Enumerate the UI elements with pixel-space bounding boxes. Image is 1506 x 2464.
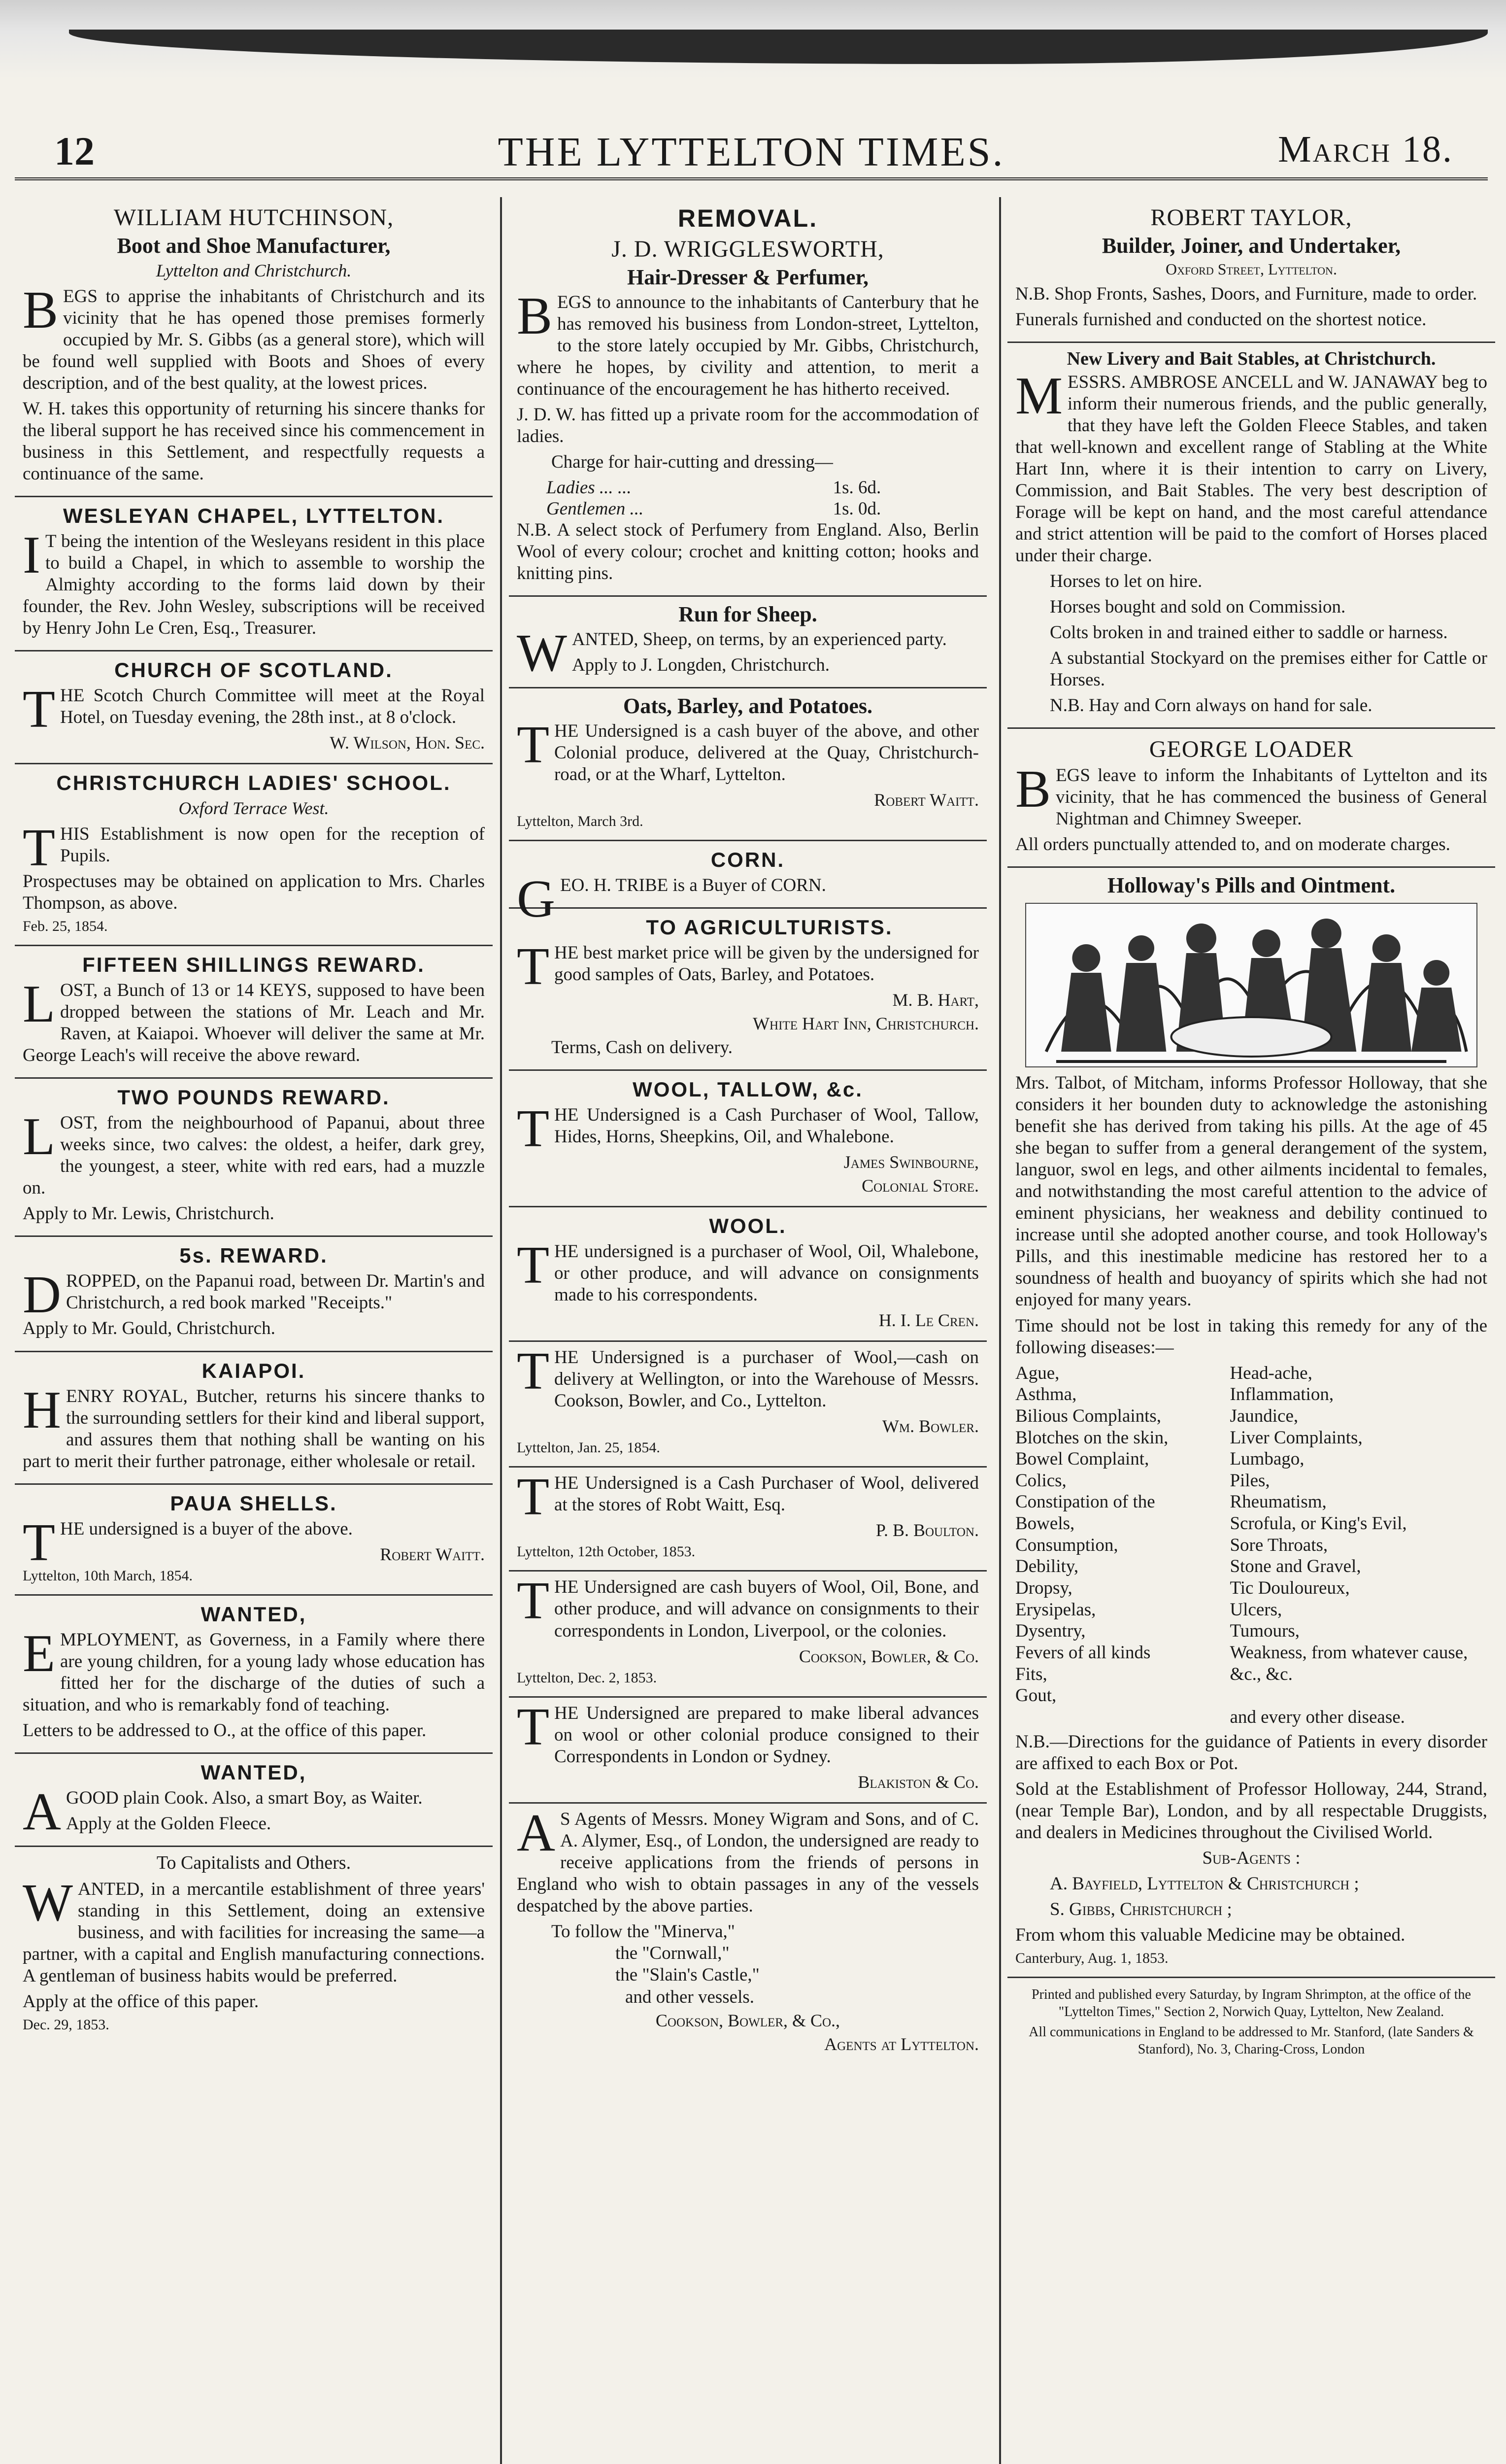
- disease-item: Tic Douloureux,: [1230, 1578, 1350, 1599]
- drop-cap: A: [517, 1803, 555, 1862]
- ad-title: REMOVAL.: [677, 205, 818, 232]
- ad-body: Mrs. Talbot, of Mitcham, informs Professor Holloway, that she considers it her bounden duty to acknowledge the astonishing benefit she has derived from taking his pills. At the age of 45 she began to suffer from a general derangement of the system, languor, swol en legs, and other ailments incidental to females, and notwithstanding the most careful attention to the advice of eminent physicians, her weakness and debility continued to increase until she adopted another course, and took Holloway's Pills, and this inestimable medicine has restored her to a soundness of health and buoyancy of spirits which she had not enjoyed for many years.: [1015, 1073, 1487, 1310]
- ad-date: Lyttelton, 10th March, 1854.: [23, 1567, 193, 1584]
- disease-item: Inflammation,: [1230, 1384, 1334, 1405]
- column-3: [1007, 197, 1495, 2464]
- drop-cap: W: [23, 1873, 73, 1932]
- drop-cap: T: [23, 819, 55, 878]
- ad-body: T being the intention of the Wesleyans resident in this place to build a Chapel, in which to assemble to worship the Almighty according to the forms laid down by their founder, the Rev. John Wesley, subscriptions will be received by Henry John Le Cren, Esq., Treasurer.: [23, 531, 485, 639]
- ad-removal: [509, 197, 987, 597]
- ad-title: WANTED,: [201, 1760, 307, 1784]
- ad-name: ROBERT TAYLOR,: [1150, 205, 1352, 231]
- charge-heading: Charge for hair-cutting and dressing—: [551, 452, 833, 473]
- ad-body: HE Undersigned are prepared to make liberal advances on wool or other colonial produce consigned to their Correspondents in London or Sydney.: [554, 1703, 979, 1767]
- ad-cookson-bowler: [509, 1572, 987, 1697]
- ad-livery-stables: [1007, 343, 1495, 729]
- drop-cap: M: [1015, 367, 1063, 426]
- ad-title: Run for Sheep.: [678, 602, 817, 627]
- disease-item: Erysipelas,: [1015, 1599, 1096, 1620]
- issue-date: March 18.: [1278, 129, 1453, 170]
- disease-item: Ulcers,: [1230, 1599, 1282, 1620]
- ad-title: TO AGRICULTURISTS.: [646, 916, 893, 939]
- disease-item: Ague,: [1015, 1363, 1060, 1383]
- charge-price: 1s. 0d.: [833, 499, 881, 519]
- drop-cap: T: [517, 1697, 549, 1756]
- imprint: [1007, 1978, 1495, 2068]
- ad-body: ENRY ROYAL, Butcher, returns his sincere thanks to the surrounding settlers for their kind and liberal support, and assures them that nothing shall be wanting on his part to merit their further patronage, either wholesale or retail.: [23, 1386, 485, 1472]
- ad-body: OST, from the neighbourhood of Papanui, about three weeks since, two calves: the oldest, a heifer, dark grey, the youngest, a steer, white with red ears, had a muzzle on.: [23, 1113, 485, 1198]
- ad-name: J. D. WRIGGLESWORTH,: [611, 236, 884, 262]
- ad-title: To Capitalists and Others.: [156, 1852, 351, 1873]
- disease-item: Fevers of all kinds: [1015, 1643, 1151, 1663]
- disease-item: Bowel Complaint,: [1015, 1449, 1149, 1470]
- ad-two-pounds: [15, 1079, 493, 1237]
- disease-item: Fits,: [1015, 1664, 1047, 1684]
- ad-trade: Boot and Shoe Manufacturer,: [117, 234, 391, 258]
- disease-item: Constipation of the: [1015, 1492, 1155, 1512]
- ad-title: Holloway's Pills and Ointment.: [1107, 873, 1396, 898]
- charges-table: [517, 477, 979, 519]
- disease-item: Colics,: [1015, 1470, 1067, 1491]
- drop-cap: T: [23, 680, 55, 739]
- ad-body-3: N.B.—Directions for the guidance of Patients in every disorder are affixed to each Box or Pot.: [1015, 1731, 1487, 1774]
- disease-item: Bilious Complaints,: [1015, 1405, 1162, 1426]
- ad-signature-role: Agents at Lyttelton.: [824, 2034, 979, 2054]
- masthead: [15, 113, 1488, 180]
- ad-title: TWO POUNDS REWARD.: [117, 1086, 390, 1109]
- ad-holloway: [1007, 868, 1495, 1978]
- ad-five-shillings: [15, 1237, 493, 1352]
- ad-title: New Livery and Bait Stables, at Christchurch.: [1067, 348, 1436, 370]
- ad-signature: P. B. Boulton.: [875, 1520, 979, 1540]
- ad-trade: Hair-Dresser & Perfumer,: [627, 265, 869, 289]
- disease-item: Jaundice,: [1230, 1405, 1299, 1426]
- ad-kaiapoi: [15, 1352, 493, 1485]
- disease-item: [1230, 1685, 1487, 1707]
- ad-body: EGS leave to inform the Inhabitants of Lyttelton and its vicinity, that he has commenced the business of General Nightman and Chimney Sweeper.: [1056, 765, 1487, 829]
- ad-body: MPLOYMENT, as Governess, in a Family where there are young children, for a young lady whose education has fitted her for the discharge of the duties of such a situation, and who is remarkably fond of teaching.: [23, 1629, 485, 1715]
- ad-oats-barley: [509, 688, 987, 841]
- ad-run-for-sheep: [509, 597, 987, 688]
- imprint-london: All communications in England to be addressed to Mr. Stanford, (late Sanders & Stanford), No. 3, Charing-Cross, London: [1029, 2024, 1474, 2057]
- sub-agent: A. Bayfield, Lyttelton & Christchurch ;: [1050, 1873, 1359, 1894]
- drop-cap: L: [23, 1107, 55, 1166]
- ad-body: HE Undersigned is a purchaser of Wool,—cash on delivery at Wellington, or into the Warehouse of Messrs. Cookson, Bowler, and Co., Lyttelton.: [554, 1347, 979, 1411]
- ad-body: HE Undersigned is a Cash Purchaser of Wool, Tallow, Hides, Horns, Sheepkins, Oil, and Whalebone.: [554, 1105, 979, 1147]
- ad-body-2: Apply to Mr. Lewis, Christchurch.: [23, 1203, 274, 1224]
- ad-body-3: N.B. A select stock of Perfumery from England. Also, Berlin Wool of every colour; crochet and knitting cotton; hooks and knitting pins.: [517, 520, 979, 584]
- ad-title: WANTED,: [201, 1602, 307, 1626]
- livery-item: Horses to let on hire.: [1050, 571, 1203, 592]
- scanned-page-top-edge: [0, 0, 1506, 79]
- imprint-printer: Printed and published every Saturday, by Ingram Shrimpton, at the office of the "Lyttelton Times," Section 2, Norwich Quay, Lyttelton, New Zealand.: [1032, 1986, 1471, 2019]
- drop-cap: E: [23, 1624, 55, 1683]
- ad-signature: Robert Waitt.: [874, 790, 979, 810]
- ad-date: Lyttelton, 12th October, 1853.: [517, 1543, 696, 1560]
- ad-signature-address: Colonial Store.: [862, 1176, 979, 1196]
- ad-name: WILLIAM HUTCHINSON,: [113, 205, 394, 231]
- disease-item: Asthma,: [1015, 1384, 1077, 1405]
- livery-item: N.B. Hay and Corn always on hand for sale.: [1050, 695, 1372, 716]
- drop-cap: B: [1015, 760, 1051, 819]
- disease-item: Dysentry,: [1015, 1621, 1086, 1642]
- page-number: 12: [54, 129, 95, 173]
- ad-address: Oxford Street, Lyttelton.: [1166, 260, 1337, 278]
- ad-body: HE best market price will be given by the undersigned for good samples of Oats, Barley, and Potatoes.: [554, 943, 979, 985]
- ad-body-4: Sold at the Establishment of Professor Holloway, 244, Strand, (near Temple Bar), London, and by all respectable Druggists, and dealers in Medicines throughout the Civilised World.: [1015, 1779, 1487, 1843]
- ship-list-item: To follow the "Minerva,": [551, 1921, 735, 1942]
- ad-signature-address: White Hart Inn, Christchurch.: [753, 1014, 979, 1034]
- ad-body: OST, a Bunch of 13 or 14 KEYS, supposed to have been dropped between the stations of Mr. Leach and Mr. Raven, at Kaiapoi. Whoever will deliver the same at Mr. George Leach's will receive the above reward.: [23, 980, 485, 1066]
- drop-cap: T: [517, 716, 549, 775]
- ad-body: N.B. Shop Fronts, Sashes, Doors, and Furniture, made to order.: [1015, 284, 1477, 304]
- ad-body: HE undersigned is a purchaser of Wool, Oil, Whalebone, or other produce, and will advance on consignments made to his correspondents.: [554, 1241, 979, 1305]
- ad-fifteen-shillings: [15, 946, 493, 1079]
- ad-body-2: Apply to Mr. Gould, Christchurch.: [23, 1318, 275, 1339]
- ad-date: Lyttelton, Dec. 2, 1853.: [517, 1669, 657, 1686]
- drop-cap: B: [23, 281, 59, 340]
- ad-wool-boulton: [509, 1468, 987, 1572]
- ad-body: EO. H. TRIBE is a Buyer of CORN.: [560, 875, 826, 896]
- diseases-right-column: [1230, 1363, 1487, 1728]
- drop-cap: I: [23, 526, 40, 585]
- drop-cap: D: [23, 1266, 61, 1325]
- livery-item: Horses bought and sold on Commission.: [1050, 597, 1346, 617]
- charge-row: [517, 498, 979, 519]
- ad-date: Feb. 25, 1854.: [23, 918, 108, 935]
- ad-terms: Terms, Cash on delivery.: [551, 1037, 733, 1058]
- drop-cap: L: [23, 975, 55, 1034]
- ad-signature: Robert Waitt.: [380, 1544, 485, 1564]
- disease-item: Tumours,: [1230, 1621, 1300, 1642]
- livery-item: Colts broken in and trained either to saddle or harness.: [1050, 622, 1448, 643]
- ad-body: ROPPED, on the Papanui road, between Dr. Martin's and Christchurch, a red book marked "Receipts.": [66, 1271, 485, 1313]
- ad-capitalists: [15, 1847, 493, 2043]
- ad-title: FIFTEEN SHILLINGS REWARD.: [82, 953, 425, 977]
- disease-item: Debility,: [1015, 1556, 1079, 1577]
- sub-agent: S. Gibbs, Christchurch ;: [1050, 1899, 1232, 1919]
- ad-body-2: Apply to J. Longden, Christchurch.: [571, 655, 830, 676]
- woodcut-illustration: [1025, 903, 1477, 1067]
- ad-date: Lyttelton, March 3rd.: [517, 813, 643, 830]
- disease-item: Consumption,: [1015, 1535, 1118, 1555]
- drop-cap: H: [23, 1380, 61, 1439]
- woodcut-figures-image: [1026, 904, 1476, 1066]
- ad-title: 5s. REWARD.: [179, 1244, 328, 1267]
- disease-item: Gout,: [1015, 1685, 1057, 1706]
- diseases-left-column: [1015, 1363, 1230, 1728]
- ad-trade: Builder, Joiner, and Undertaker,: [1102, 234, 1401, 258]
- drop-cap: T: [517, 1099, 549, 1159]
- ad-body: S Agents of Messrs. Money Wigram and Sons, and of C. A. Alymer, Esq., of London, the undersigned are ready to receive applications from the friends of persons in England who wish to obtain passages in any of the vessels despatched by the above parties.: [517, 1809, 979, 1916]
- ad-wool-bowler: [509, 1342, 987, 1468]
- ad-body-2: Time should not be lost in taking this remedy for any of the following diseases:—: [1015, 1315, 1487, 1358]
- disease-item: Scrofula, or King's Evil,: [1230, 1513, 1407, 1534]
- ad-body: EGS to apprise the inhabitants of Christchurch and its vicinity that he has opened those premises formerly occupied by Mr. S. Gibbs (as a general store), which will be found well supplied with Boots and Shoes of every description, and of the best quality, at the lowest prices.: [23, 286, 485, 394]
- disease-item: Weakness, from whatever cause, &c., &c.: [1230, 1643, 1468, 1684]
- disease-item: Rheumatism,: [1230, 1492, 1327, 1512]
- ad-title: CHRISTCHURCH LADIES' SCHOOL.: [56, 771, 451, 795]
- drop-cap: T: [517, 937, 549, 996]
- ad-wanted-cook: [15, 1754, 493, 1847]
- disease-item: Blotches on the skin,: [1015, 1427, 1169, 1448]
- column-2: [509, 197, 987, 2464]
- drop-cap: G: [517, 870, 555, 929]
- ad-title: Oats, Barley, and Potatoes.: [623, 694, 872, 719]
- ad-church-of-scotland: [15, 651, 493, 764]
- drop-cap: W: [517, 624, 567, 683]
- drop-cap: T: [517, 1468, 549, 1527]
- ad-signature: Cookson, Bowler, & Co.: [799, 1646, 979, 1666]
- ship-list-item: the "Slain's Castle,": [615, 1965, 760, 1985]
- disease-item: Piles,: [1230, 1470, 1270, 1491]
- drop-cap: T: [23, 1513, 55, 1572]
- diseases-list: [1015, 1363, 1487, 1728]
- ad-title: PAUA SHELLS.: [170, 1491, 337, 1515]
- disease-item: Dropsy,: [1015, 1578, 1072, 1599]
- ad-passage-agents: [509, 1804, 987, 2065]
- ad-wool-lecren: [509, 1207, 987, 1342]
- disease-item: and every other disease.: [1230, 1707, 1405, 1728]
- ship-list-item: and other vessels.: [625, 1986, 755, 2007]
- ad-body: HIS Establishment is now open for the reception of Pupils.: [60, 824, 485, 866]
- ad-body-2: W. H. takes this opportunity of returning his sincere thanks for the liberal support he has received since his commencement in business in this Settlement, and respectfully requests a continuance of the same.: [23, 399, 485, 484]
- ad-body: GOOD plain Cook. Also, a smart Boy, as Waiter.: [66, 1787, 423, 1808]
- ad-wanted-governess: [15, 1596, 493, 1754]
- ad-hutchinson: [15, 197, 493, 497]
- ad-signature: Blakiston & Co.: [858, 1772, 979, 1792]
- ad-body: HE Undersigned is a Cash Purchaser of Wool, delivered at the stores of Robt Waitt, Esq.: [554, 1473, 979, 1515]
- ad-body-5: From whom this valuable Medicine may be obtained.: [1015, 1924, 1406, 1945]
- disease-item: Head-ache,: [1230, 1363, 1312, 1383]
- ad-body-2: Funerals furnished and conducted on the shortest notice.: [1015, 309, 1427, 330]
- ad-body-2: Apply at the Golden Fleece.: [66, 1813, 271, 1834]
- ad-body: ANTED, in a mercantile establishment of three years' standing in this Settlement, doing an extensive business, and with facilities for increasing the same—a partner, with a capital and English manufacturing connections. A gentleman of business habits would be preferred.: [23, 1879, 485, 1986]
- ad-date: Canterbury, Aug. 1, 1853.: [1015, 1950, 1169, 1966]
- ad-name: GEORGE LOADER: [1149, 736, 1354, 763]
- disease-item: Lumbago,: [1230, 1449, 1305, 1470]
- drop-cap: T: [517, 1236, 549, 1295]
- ad-signature: H. I. Le Cren.: [878, 1310, 979, 1331]
- ad-body: HE undersigned is a buyer of the above.: [60, 1518, 353, 1539]
- drop-cap: T: [517, 1572, 549, 1631]
- charge-label: Ladies ... ...: [546, 478, 632, 498]
- ad-title: WOOL, TALLOW, &c.: [633, 1078, 863, 1101]
- ad-body-2: All orders punctually attended to, and on moderate charges.: [1015, 834, 1450, 855]
- ad-body: ESSRS. AMBROSE ANCELL and W. JANAWAY beg to inform their numerous friends, and the public generally, that they have left the Golden Fleece Stables, and taken that well-known and excellent range of Stabling at the White Hart Inn, where it is their intention to carry on Livery, Commission, and Bait Stables. The very best description of Forage will be kept on hand, and the most careful attendance and strict attention will be paid to the comfort of Horses placed under their charge.: [1015, 372, 1487, 566]
- ad-george-loader: [1007, 729, 1495, 868]
- ad-body-2: J. D. W. has fitted up a private room for the accommodation of ladies.: [517, 405, 979, 447]
- ad-signature: W. Wilson, Hon. Sec.: [330, 733, 485, 753]
- ad-agriculturists: [509, 909, 987, 1071]
- column-1: [15, 197, 493, 2464]
- ad-signature: James Swinbourne,: [843, 1152, 979, 1172]
- drop-cap: A: [23, 1782, 61, 1841]
- ship-list-item: the "Cornwall,": [615, 1943, 730, 1964]
- ad-place: Lyttelton and Christchurch.: [156, 261, 352, 280]
- sub-agents-heading: Sub-Agents :: [1202, 1848, 1301, 1868]
- ad-body: EGS to announce to the inhabitants of Canterbury that he has removed his business from London-street, Lyttelton, to the store lately occupied by Mr. Gibbs, Christchurch, where he hopes, by civility and attention, to merit a continuance of the encouragement he has hitherto received.: [517, 292, 979, 400]
- ad-date: Dec. 29, 1853.: [23, 2016, 109, 2033]
- ad-wool-tallow: [509, 1071, 987, 1207]
- ad-paua-shells: [15, 1485, 493, 1596]
- column-rule-2: [999, 197, 1001, 2464]
- ad-wesleyan: [15, 497, 493, 651]
- ad-title: WOOL.: [709, 1214, 787, 1238]
- ad-body: HE Undersigned is a cash buyer of the above, and other Colonial produce, delivered at the Quay, Christchurch-road, or at the Wharf, Lyttelton.: [554, 721, 979, 785]
- ad-body: ANTED, Sheep, on terms, by an experienced party.: [571, 629, 947, 650]
- charge-price: 1s. 6d.: [833, 478, 881, 498]
- ad-title: KAIAPOI.: [201, 1359, 306, 1382]
- disease-item: Sore Throats,: [1230, 1535, 1328, 1555]
- newspaper-title: THE LYTTELTON TIMES.: [498, 129, 1005, 175]
- ad-date: Lyttelton, Jan. 25, 1854.: [517, 1439, 660, 1456]
- ad-title: CORN.: [710, 848, 785, 872]
- livery-item: A substantial Stockyard on the premises either for Cattle or Horses.: [1050, 648, 1487, 690]
- ad-ladies-school: [15, 764, 493, 946]
- ad-robert-taylor: [1007, 197, 1495, 343]
- drop-cap: B: [517, 287, 553, 345]
- ad-signature: M. B. Hart,: [892, 990, 979, 1010]
- ad-signature: Wm. Bowler.: [882, 1416, 979, 1437]
- drop-cap: T: [517, 1342, 549, 1401]
- ad-body-2: Prospectuses may be obtained on application to Mrs. Charles Thompson, as above.: [23, 871, 485, 914]
- disease-item: Stone and Gravel,: [1230, 1556, 1361, 1577]
- disease-item: Liver Complaints,: [1230, 1427, 1363, 1448]
- ad-signature: Cookson, Bowler, & Co.,: [655, 2011, 840, 2031]
- ad-body: HE Scotch Church Committee will meet at the Royal Hotel, on Tuesday evening, the 28th inst., at 8 o'clock.: [60, 685, 485, 728]
- ad-body: HE Undersigned are cash buyers of Wool, Oil, Bone, and other produce, and will advance on consignments to their correspondents in London, Liverpool, or the colonies.: [554, 1577, 979, 1641]
- disease-item: Bowels,: [1015, 1513, 1075, 1534]
- ad-body-2: Apply at the office of this paper.: [23, 1991, 259, 2012]
- charge-row: [517, 477, 979, 498]
- ad-blakiston: [509, 1698, 987, 1804]
- column-rule-1: [500, 197, 502, 2464]
- ad-title: CHURCH OF SCOTLAND.: [114, 658, 393, 682]
- ad-title: WESLEYAN CHAPEL, LYTTELTON.: [63, 504, 445, 528]
- ad-place: Oxford Terrace West.: [178, 798, 329, 819]
- ad-body-2: Letters to be addressed to O., at the office of this paper.: [23, 1720, 427, 1741]
- charge-label: Gentlemen ...: [546, 499, 644, 519]
